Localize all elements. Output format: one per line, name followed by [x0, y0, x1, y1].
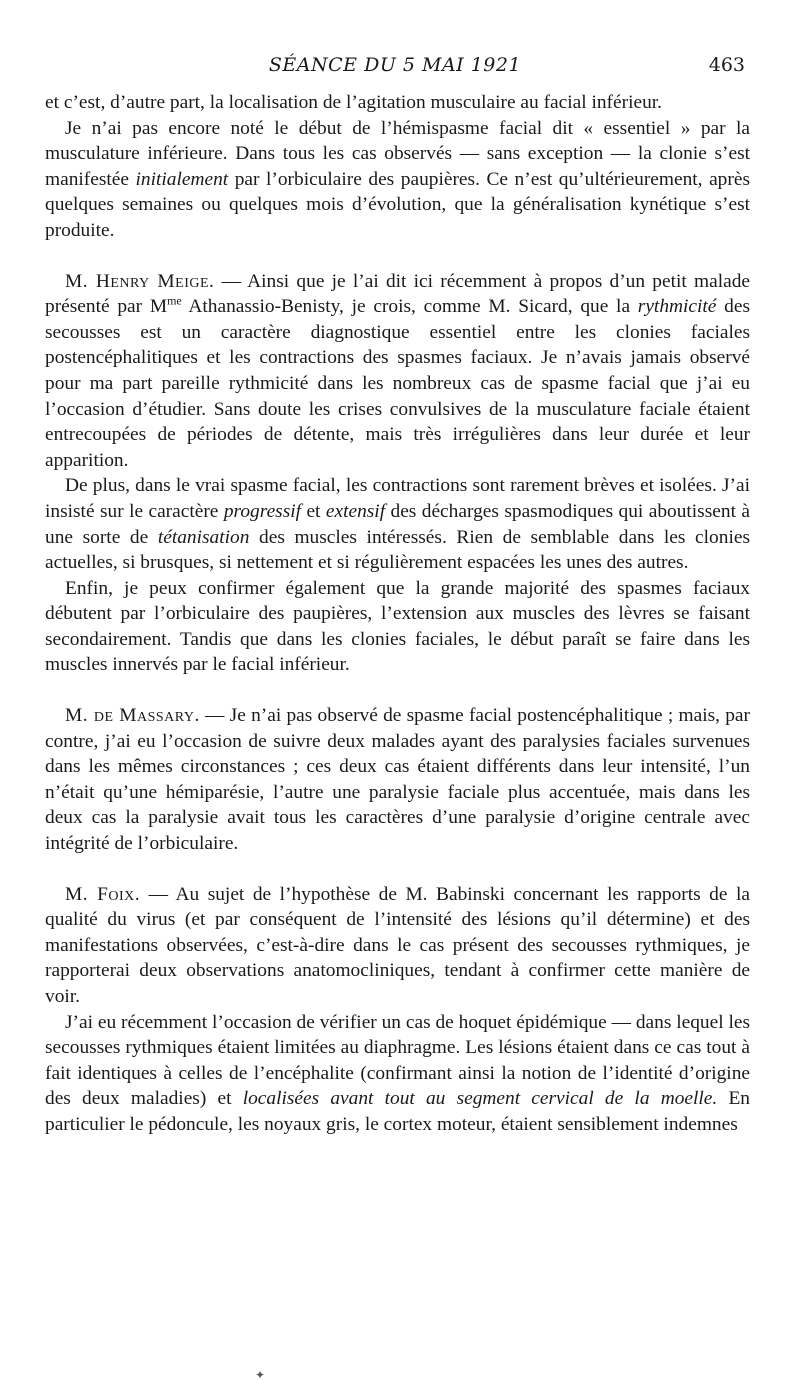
paragraph-meige-3: Enfin, je peux confirmer également que la grande majorité des spasmes faciaux débutent par l’orbiculaire des paupières, l’extension aux muscles des lèvres se faisant secondairement. Tandis que dans les clonies faciales, le début paraît se faire dans les muscles innervés par le facial inférieur. — [45, 577, 750, 676]
body-text — [45, 90, 750, 1138]
paragraph-foix-2: J’ai eu récemment l’occasion de vérifier un cas de hoquet épidémique — dans lequel les secousses rythmiques étaient limitées au diaphragme. Les lésions étaient dans ce cas tout à fait identiques à celles de l’encéphalite (confirmant ainsi la notion de l’identité d’origine des deux maladies) et localisées avant tout au segment cervical de la moelle. En particulier le pédoncule, les noyaux gris, le cortex moteur, étaient sensiblement indemnes — [45, 1011, 750, 1135]
paragraph-1: et c’est, d’autre part, la localisation de l’agitation musculaire au facial inférieur. — [45, 92, 662, 113]
session-title: SÉANCE DU 5 MAI 1921 — [268, 54, 522, 76]
paragraph-meige: M. Henry Meige. — Ainsi que je l’ai dit ici récemment à propos d’un petit malade présenté par $M^{me}$ Athanassio-Benisty, je crois, comme M. Sicard, que la rythmicité des secousses est un caractère diagnostique essentiel entre les clonies faciales postencéphalitiques et les contractions des spasmes faciaux. Je n’avais jamais observé pour ma part pareille rythmicité dans les nombreux cas de spasme facial que j’ai eu l’occasion d’étudier. Sans doute les crises convulsives de la musculature faciale étaient entrecoupées de périodes de détente, mais très irrégulières dans leur durée et leur apparition. — [45, 270, 750, 471]
paragraph-massary: M. de Massary. — Je n’ai pas observé de spasme facial postencéphalitique ; mais, par contre, j’ai eu l’occasion de suivre deux malades ayant des paralysies faciales survenues dans les mêmes circonstances ; ces deux cas étaient différents dans leur intensité, l’un n’était qu’une hémiparésie, l’autre une paralysie faciale plus accentuée, mais dans les deux cas la paralysie avait tous les caractères d’une paralysie d’origine centrale avec intégrité de l’orbiculaire. — [45, 705, 750, 855]
running-head — [45, 54, 745, 80]
paragraph-foix: M. Foix. — Au sujet de l’hypothèse de M. Babinski concernant les rapports de la qualité du virus (et par conséquent de l’intensité des lésions qu’il détermine) et des manifestations observées, c’est-à-dire dans le cas présent des secousses rythmiques, je rapporterai deux observations anatomocliniques, tendant à confirmer cette manière de voir. — [45, 883, 750, 1007]
page-number: 463 — [708, 54, 745, 76]
paragraph-meige-2: De plus, dans le vrai spasme facial, les contractions sont rarement brèves et isolées. J’ai insisté sur le caractère progressif et extensif des décharges spasmodiques qui aboutissent à une sorte de tétanisation des muscles intéressés. Rien de semblable dans les clonies actuelles, si brusques, si nettement et si régulièrement espacées les unes des autres. — [45, 475, 750, 574]
speaker-name: M. Henry Meige. — [65, 270, 215, 292]
speaker-name: M. de Massary. — [65, 705, 200, 727]
speaker-name: M. Foix. — [65, 883, 141, 905]
paragraph-2: Je n’ai pas encore noté le début de l’hémispasme facial dit « essentiel » par la musculature inférieure. Dans tous les cas observés — sans exception — la clonie s’est manifestée initialement par l’orbiculaire des paupières. Ce n’est qu’ultérieurement, après quelques semaines ou quelques mois d’évolution, que la généralisation kynétique s’est produite. — [45, 117, 750, 241]
ornament-mark: ✦ — [255, 1368, 266, 1382]
